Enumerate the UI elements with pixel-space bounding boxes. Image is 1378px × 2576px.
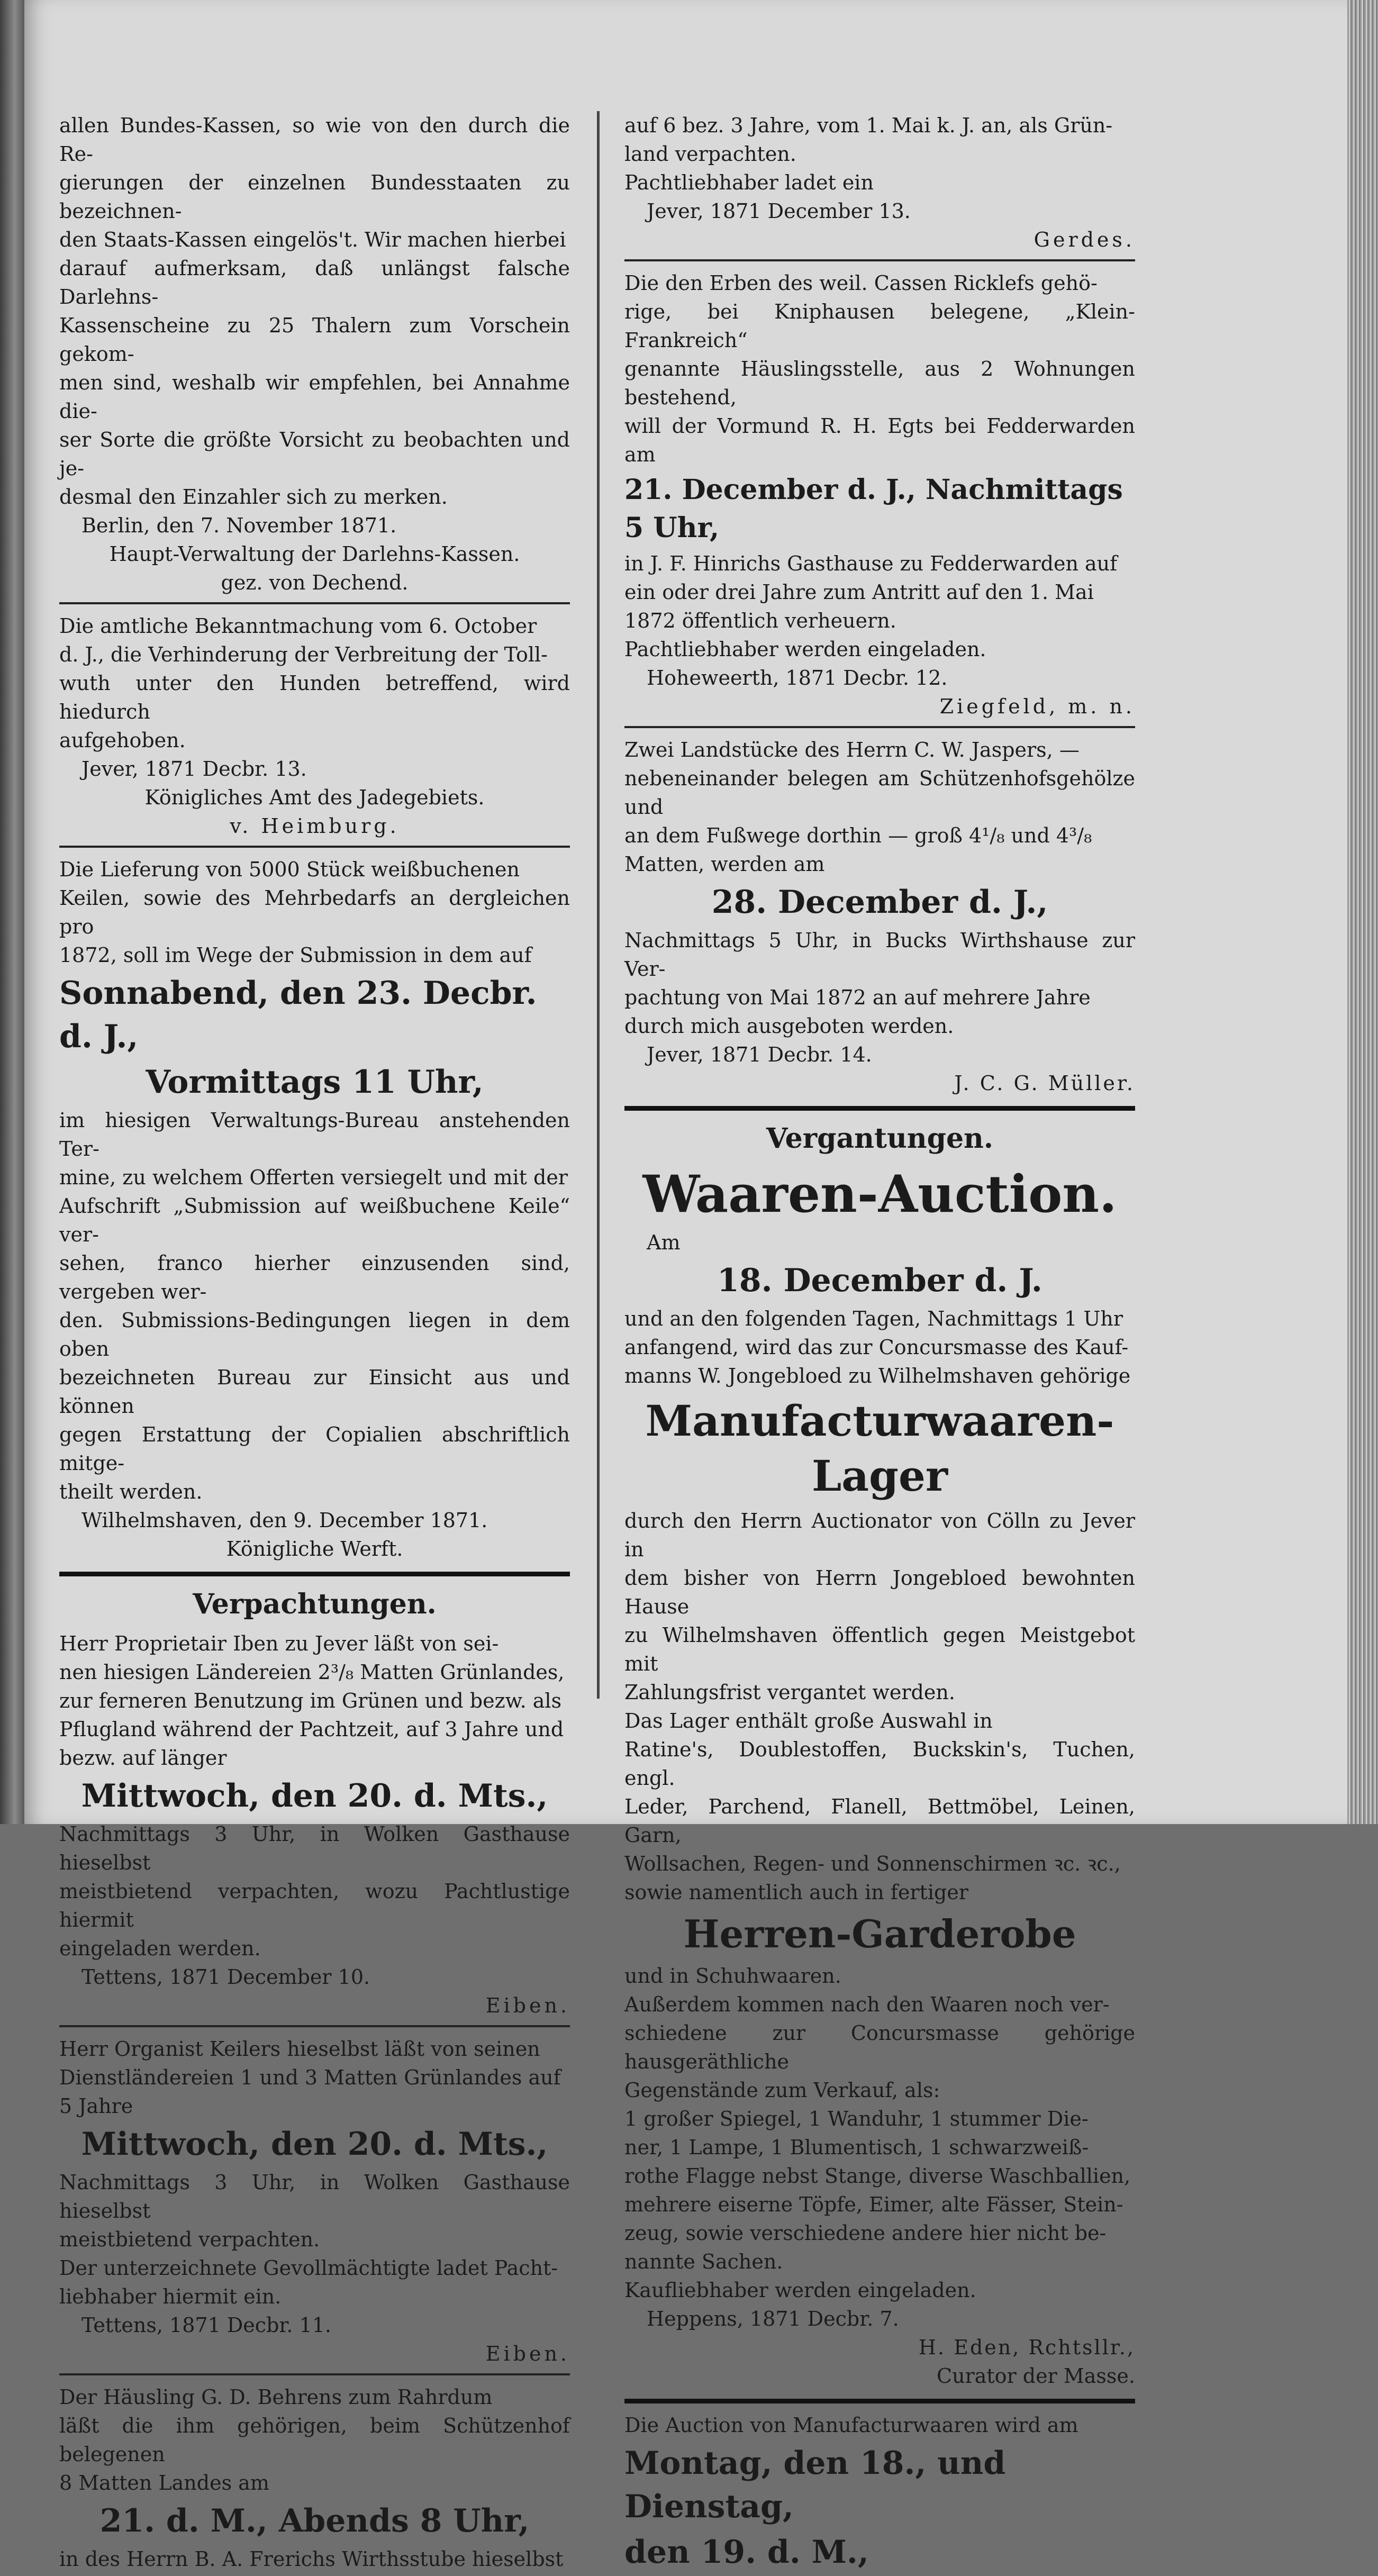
text-line: Der Häusling G. D. Behrens zum Rahrdum	[59, 2385, 493, 2409]
notice-body	[624, 111, 1135, 197]
text-line: manns W. Jongebloed zu Wilhelmshaven gehörige	[624, 1364, 1131, 1387]
notice-body	[624, 269, 1135, 469]
text-line: den. Submissions-Bedingungen liegen in dem oben	[59, 1309, 570, 1360]
notice-body	[59, 2383, 570, 2497]
text-line: 1872 öffentlich verheuern.	[624, 609, 896, 632]
text-line: bezeichneten Bureau zur Einsicht aus und können	[59, 1366, 570, 1418]
section-heading-vergantungen: Vergantungen.	[766, 1122, 993, 1155]
text-line: Leder, Parchend, Flanell, Bettmöbel, Leinen, Garn,	[624, 1795, 1135, 1847]
text-line: mehrere eiserne Töpfe, Eimer, alte Fässer, Stein-	[624, 2193, 1123, 2216]
separator-rule	[624, 726, 1135, 728]
notice-body-continued	[59, 2168, 570, 2311]
text-line: land verpachten.	[624, 142, 796, 166]
text-line: aufgehoben.	[59, 729, 186, 752]
text-line: ser Sorte die größte Vorsicht zu beobachten und je-	[59, 428, 570, 480]
notice-waaren-auction	[624, 1164, 1135, 2390]
notice-date-headline: 28. December d. J.,	[711, 884, 1048, 921]
text-line: zur ferneren Benutzung im Grünen und bezw. als	[59, 1689, 562, 1712]
text-line: schiedene zur Concursmasse gehörige hausgeräthliche	[624, 2021, 1135, 2073]
notice-body-continued	[624, 1962, 1135, 2305]
notice-signature: Eiben.	[485, 1994, 570, 2017]
notice-body-continued	[59, 1106, 570, 1506]
text-line: Außerdem kommen nach den Waaren noch ver-	[624, 1993, 1110, 2016]
auction-title: Waaren-Auction.	[642, 1164, 1117, 1224]
auction-date-headline: 18. December d. J.	[717, 1262, 1042, 1299]
page-edge-stack	[1347, 0, 1378, 1824]
notice-signature: Gerdes.	[1034, 228, 1135, 251]
notice-date-headline-2: den 19. d. M.,	[624, 2534, 869, 2571]
text-line: Die amtliche Bekanntmachung vom 6. October	[59, 614, 537, 638]
text-line: gegen Erstattung der Copialien abschriftlich mitge-	[59, 1423, 570, 1475]
notice-signature: J. C. G. Müller.	[954, 1072, 1135, 1095]
text-line: Die Lieferung von 5000 Stück weißbuchenen	[59, 858, 520, 881]
auction-lager-headline: Manufacturwaaren-Lager	[645, 1396, 1114, 1501]
notice-signature: v. Heimburg.	[230, 814, 400, 838]
text-line: dem bisher von Herrn Jongebloed bewohnten Hause	[624, 1566, 1135, 1618]
auction-am: Am	[647, 1231, 681, 1254]
text-line: durch den Herrn Auctionator von Cölln zu Jever in	[624, 1509, 1135, 1561]
text-line: zeug, sowie verschiedene andere hier nicht be-	[624, 2221, 1107, 2245]
text-line: den Staats-Kassen eingelös't. Wir machen hierbei	[59, 228, 566, 251]
text-line: sehen, franco hierher einzusenden sind, vergeben wer-	[59, 1251, 570, 1303]
text-line: 8 Matten Landes am	[59, 2471, 269, 2495]
notice-tollwuth	[59, 612, 570, 840]
text-line: wuth unter den Hunden betreffend, wird hiedurch	[59, 672, 570, 723]
text-line: nen hiesigen Ländereien 2³/₈ Matten Grünlandes,	[59, 1661, 565, 1684]
notice-body	[624, 736, 1135, 878]
text-line: will der Vormund R. H. Egts bei Fedderwarden am	[624, 414, 1135, 466]
text-line: Herr Proprietair Iben zu Jever läßt von sei-	[59, 1632, 499, 1655]
notice-date-headline: Mittwoch, den 20. d. Mts.,	[81, 2126, 548, 2163]
separator-rule	[624, 259, 1135, 261]
separator-rule	[59, 2373, 570, 2375]
text-line: Das Lager enthält große Auswahl in	[624, 1709, 993, 1733]
notice-date-headline: 21. d. M., Abends 8 Uhr,	[99, 2502, 530, 2539]
section-rule	[624, 1106, 1135, 1111]
text-line: im hiesigen Verwaltungs-Bureau anstehenden Ter-	[59, 1109, 570, 1160]
text-line: Dienstländereien 1 und 3 Matten Grünlandes auf	[59, 2066, 561, 2089]
text-line: men sind, weshalb wir empfehlen, bei Annahme die-	[59, 371, 570, 423]
text-line: Kaufliebhaber werden eingeladen.	[624, 2279, 976, 2302]
text-line: Nachmittags 3 Uhr, in Wolken Gasthause hieselbst	[59, 2171, 570, 2223]
text-line: 1872, soll im Wege der Submission in dem auf	[59, 944, 532, 967]
text-line: und in Schuhwaaren.	[624, 1964, 841, 1988]
text-line: Ratine's, Doublestoffen, Buckskin's, Tuchen, engl.	[624, 1738, 1135, 1790]
notice-behrens-verpachtung	[59, 2383, 570, 2573]
text-line: Nachmittags 3 Uhr, in Wolken Gasthause hieselbst	[59, 1822, 570, 1874]
text-line: nannte Sachen.	[624, 2250, 783, 2273]
text-line: desmal den Einzahler sich zu merken.	[59, 485, 448, 509]
notice-body-continued	[624, 1507, 1135, 1907]
text-line: Die den Erben des weil. Cassen Ricklefs gehö-	[624, 271, 1098, 295]
text-line: Pachtliebhaber werden eingeladen.	[624, 638, 986, 661]
text-line: in J. F. Hinrichs Gasthause zu Fedderwarden auf	[624, 552, 1118, 575]
notice-time-headline: Vormittags 11 Uhr,	[146, 1064, 484, 1101]
text-line: 5 Jahre	[59, 2094, 133, 2118]
notice-place-date: Jever, 1871 Decbr. 14.	[647, 1043, 872, 1066]
text-line: rothe Flagge nebst Stange, diverse Waschballien,	[624, 2164, 1131, 2188]
separator-rule	[59, 2025, 570, 2027]
text-line: Matten, werden am	[624, 852, 825, 876]
notice-signature: Ziegfeld, m. n.	[939, 695, 1135, 718]
notice-signature: Eiben.	[485, 2342, 570, 2365]
section-rule	[624, 2399, 1135, 2403]
notice-keile-submission	[59, 855, 570, 1563]
text-line: d. J., die Verhinderung der Verbreitung der Toll-	[59, 643, 548, 666]
notice-body-continued	[624, 549, 1135, 664]
notice-body	[624, 1304, 1135, 1390]
text-line: eingeladen werden.	[59, 1937, 261, 1960]
notice-body	[59, 855, 570, 969]
text-line: rige, bei Kniphausen belegene, „Klein-Frankreich“	[624, 300, 1135, 352]
notice-body-continued: in des Herrn B. A. Frerichs Wirthsstube hieselbst	[59, 2547, 564, 2571]
section-heading-verpachtungen: Verpachtungen.	[193, 1588, 437, 1620]
notice-iben-verpachtung	[59, 1629, 570, 2020]
notice-authority: Haupt-Verwaltung der Darlehns-Kassen.	[109, 542, 520, 566]
text-line: Zwei Landstücke des Herrn C. W. Jaspers, —	[624, 738, 1080, 761]
text-line: Keilen, sowie des Mehrbedarfs an dergleichen pro	[59, 886, 570, 938]
text-line: Kassenscheine zu 25 Thalern zum Vorschein gekom-	[59, 314, 570, 366]
left-column	[59, 111, 570, 2573]
notice-place-date: Tettens, 1871 December 10.	[81, 1965, 370, 1989]
text-line: läßt die ihm gehörigen, beim Schützenhof belegenen	[59, 2414, 570, 2466]
text-line: Pachtliebhaber ladet ein	[624, 171, 874, 194]
notice-date-headline: Mittwoch, den 20. d. Mts.,	[81, 1777, 548, 1815]
notice-place-date: Tettens, 1871 Decbr. 11.	[81, 2314, 331, 2337]
notice-place-date: Wilhelmshaven, den 9. December 1871.	[81, 1509, 488, 1532]
text-line: an dem Fußwege dorthin — groß 4¹/₈ und 4³/₈	[624, 824, 1092, 847]
text-line: Pflugland während der Pachtzeit, auf 3 Jahre und	[59, 1718, 564, 1741]
notice-darlehns-kassen	[59, 111, 570, 597]
notice-body: Die Auction von Manufacturwaaren wird am	[624, 2414, 1078, 2437]
notice-place-date: Jever, 1871 Decbr. 13.	[81, 757, 307, 781]
separator-rule	[59, 846, 570, 848]
notice-klein-frankreich	[624, 269, 1135, 721]
text-line: bezw. auf länger	[59, 1746, 227, 1770]
text-line: und an den folgenden Tagen, Nachmittags 1 Uhr	[624, 1307, 1123, 1330]
section-rule	[59, 1572, 570, 1576]
text-line: sowie namentlich auch in fertiger	[624, 1881, 968, 1904]
notice-place-date: Heppens, 1871 Decbr. 7.	[647, 2307, 899, 2330]
text-line: Herr Organist Keilers hieselbst läßt von seinen	[59, 2037, 540, 2061]
text-line: zu Wilhelmshaven öffentlich gegen Meistgebot mit	[624, 1623, 1135, 1675]
notice-body	[59, 1629, 570, 1772]
text-line: pachtung von Mai 1872 an auf mehrere Jahre	[624, 986, 1091, 1009]
notice-authority: Königliche Werft.	[226, 1537, 403, 1561]
text-line: Nachmittags 5 Uhr, in Bucks Wirthshause zur Ver-	[624, 929, 1135, 981]
notice-signature-title: Curator der Masse.	[937, 2364, 1135, 2388]
notice-body	[59, 2035, 570, 2120]
text-line: meistbietend verpachten.	[59, 2228, 320, 2251]
notice-body	[59, 111, 570, 511]
notice-date-headline: 21. December d. J., Nachmittags 5 Uhr,	[624, 474, 1123, 544]
text-line: Aufschrift „Submission auf weißbuchene Keile“ ver-	[59, 1194, 570, 1246]
text-line: auf 6 bez. 3 Jahre, vom 1. Mai k. J. an, als Grün-	[624, 114, 1113, 137]
column-divider	[597, 111, 600, 1699]
notice-auction-dates	[624, 2411, 1135, 2574]
text-line: 1 großer Spiegel, 1 Wanduhr, 1 stummer Die-	[624, 2107, 1089, 2130]
text-line: Wollsachen, Regen- und Sonnenschirmen ꝛc. ꝛc.,	[624, 1852, 1121, 1875]
text-line: Zahlungsfrist vergantet werden.	[624, 1681, 955, 1704]
text-line: anfangend, wird das zur Concursmasse des Kauf-	[624, 1336, 1129, 1359]
notice-body	[59, 612, 570, 755]
text-line: Gegenstände zum Verkauf, als:	[624, 2079, 940, 2102]
text-line: nebeneinander belegen am Schützenhofsgehölze und	[624, 767, 1135, 819]
text-line: gierungen der einzelnen Bundesstaaten zu bezeichnen-	[59, 171, 570, 223]
notice-place-date: Hoheweerth, 1871 Decbr. 12.	[647, 666, 948, 690]
text-line: ner, 1 Lampe, 1 Blumentisch, 1 schwarzweiß-	[624, 2136, 1089, 2159]
notice-gruenland-verpachtung	[624, 111, 1135, 254]
text-line: meistbietend verpachten, wozu Pachtlustige hiermit	[59, 1880, 570, 1931]
text-line: liebhaber hiermit ein.	[59, 2285, 282, 2308]
text-line: durch mich ausgeboten werden.	[624, 1014, 954, 1038]
auction-garderobe-headline: Herren-Garderobe	[683, 1911, 1076, 1956]
notice-jaspers-landstuecke	[624, 736, 1135, 1097]
notice-signature: H. Eden, Rchtsllr.,	[918, 2336, 1135, 2359]
notice-authority: Königliches Amt des Jadegebiets.	[144, 786, 485, 809]
text-line: Der unterzeichnete Gevollmächtigte ladet Pacht-	[59, 2256, 558, 2280]
right-column	[624, 111, 1135, 2576]
notice-date-headline: Montag, den 18., und Dienstag,	[624, 2445, 1006, 2525]
notice-date-headline: Sonnabend, den 23. Decbr. d. J.,	[59, 975, 537, 1055]
notice-place-date: Berlin, den 7. November 1871.	[81, 514, 397, 537]
separator-rule	[59, 602, 570, 604]
text-line: darauf aufmerksam, daß unlängst falsche Darlehns-	[59, 257, 570, 309]
text-line: allen Bundes-Kassen, so wie von den durch die Re-	[59, 114, 570, 166]
notice-signature: gez. von Dechend.	[221, 571, 409, 594]
notice-body-continued	[59, 1820, 570, 1963]
notice-place-date: Jever, 1871 December 13.	[647, 199, 911, 223]
text-line: genannte Häuslingsstelle, aus 2 Wohnungen bestehend,	[624, 357, 1135, 409]
notice-keilers-verpachtung	[59, 2035, 570, 2368]
text-line: theilt werden.	[59, 1480, 203, 1503]
text-line: ein oder drei Jahre zum Antritt auf den 1. Mai	[624, 580, 1094, 604]
text-line: mine, zu welchem Offerten versiegelt und mit der	[59, 1166, 568, 1189]
book-spine-shadow	[0, 0, 24, 1824]
notice-body-continued	[624, 926, 1135, 1040]
